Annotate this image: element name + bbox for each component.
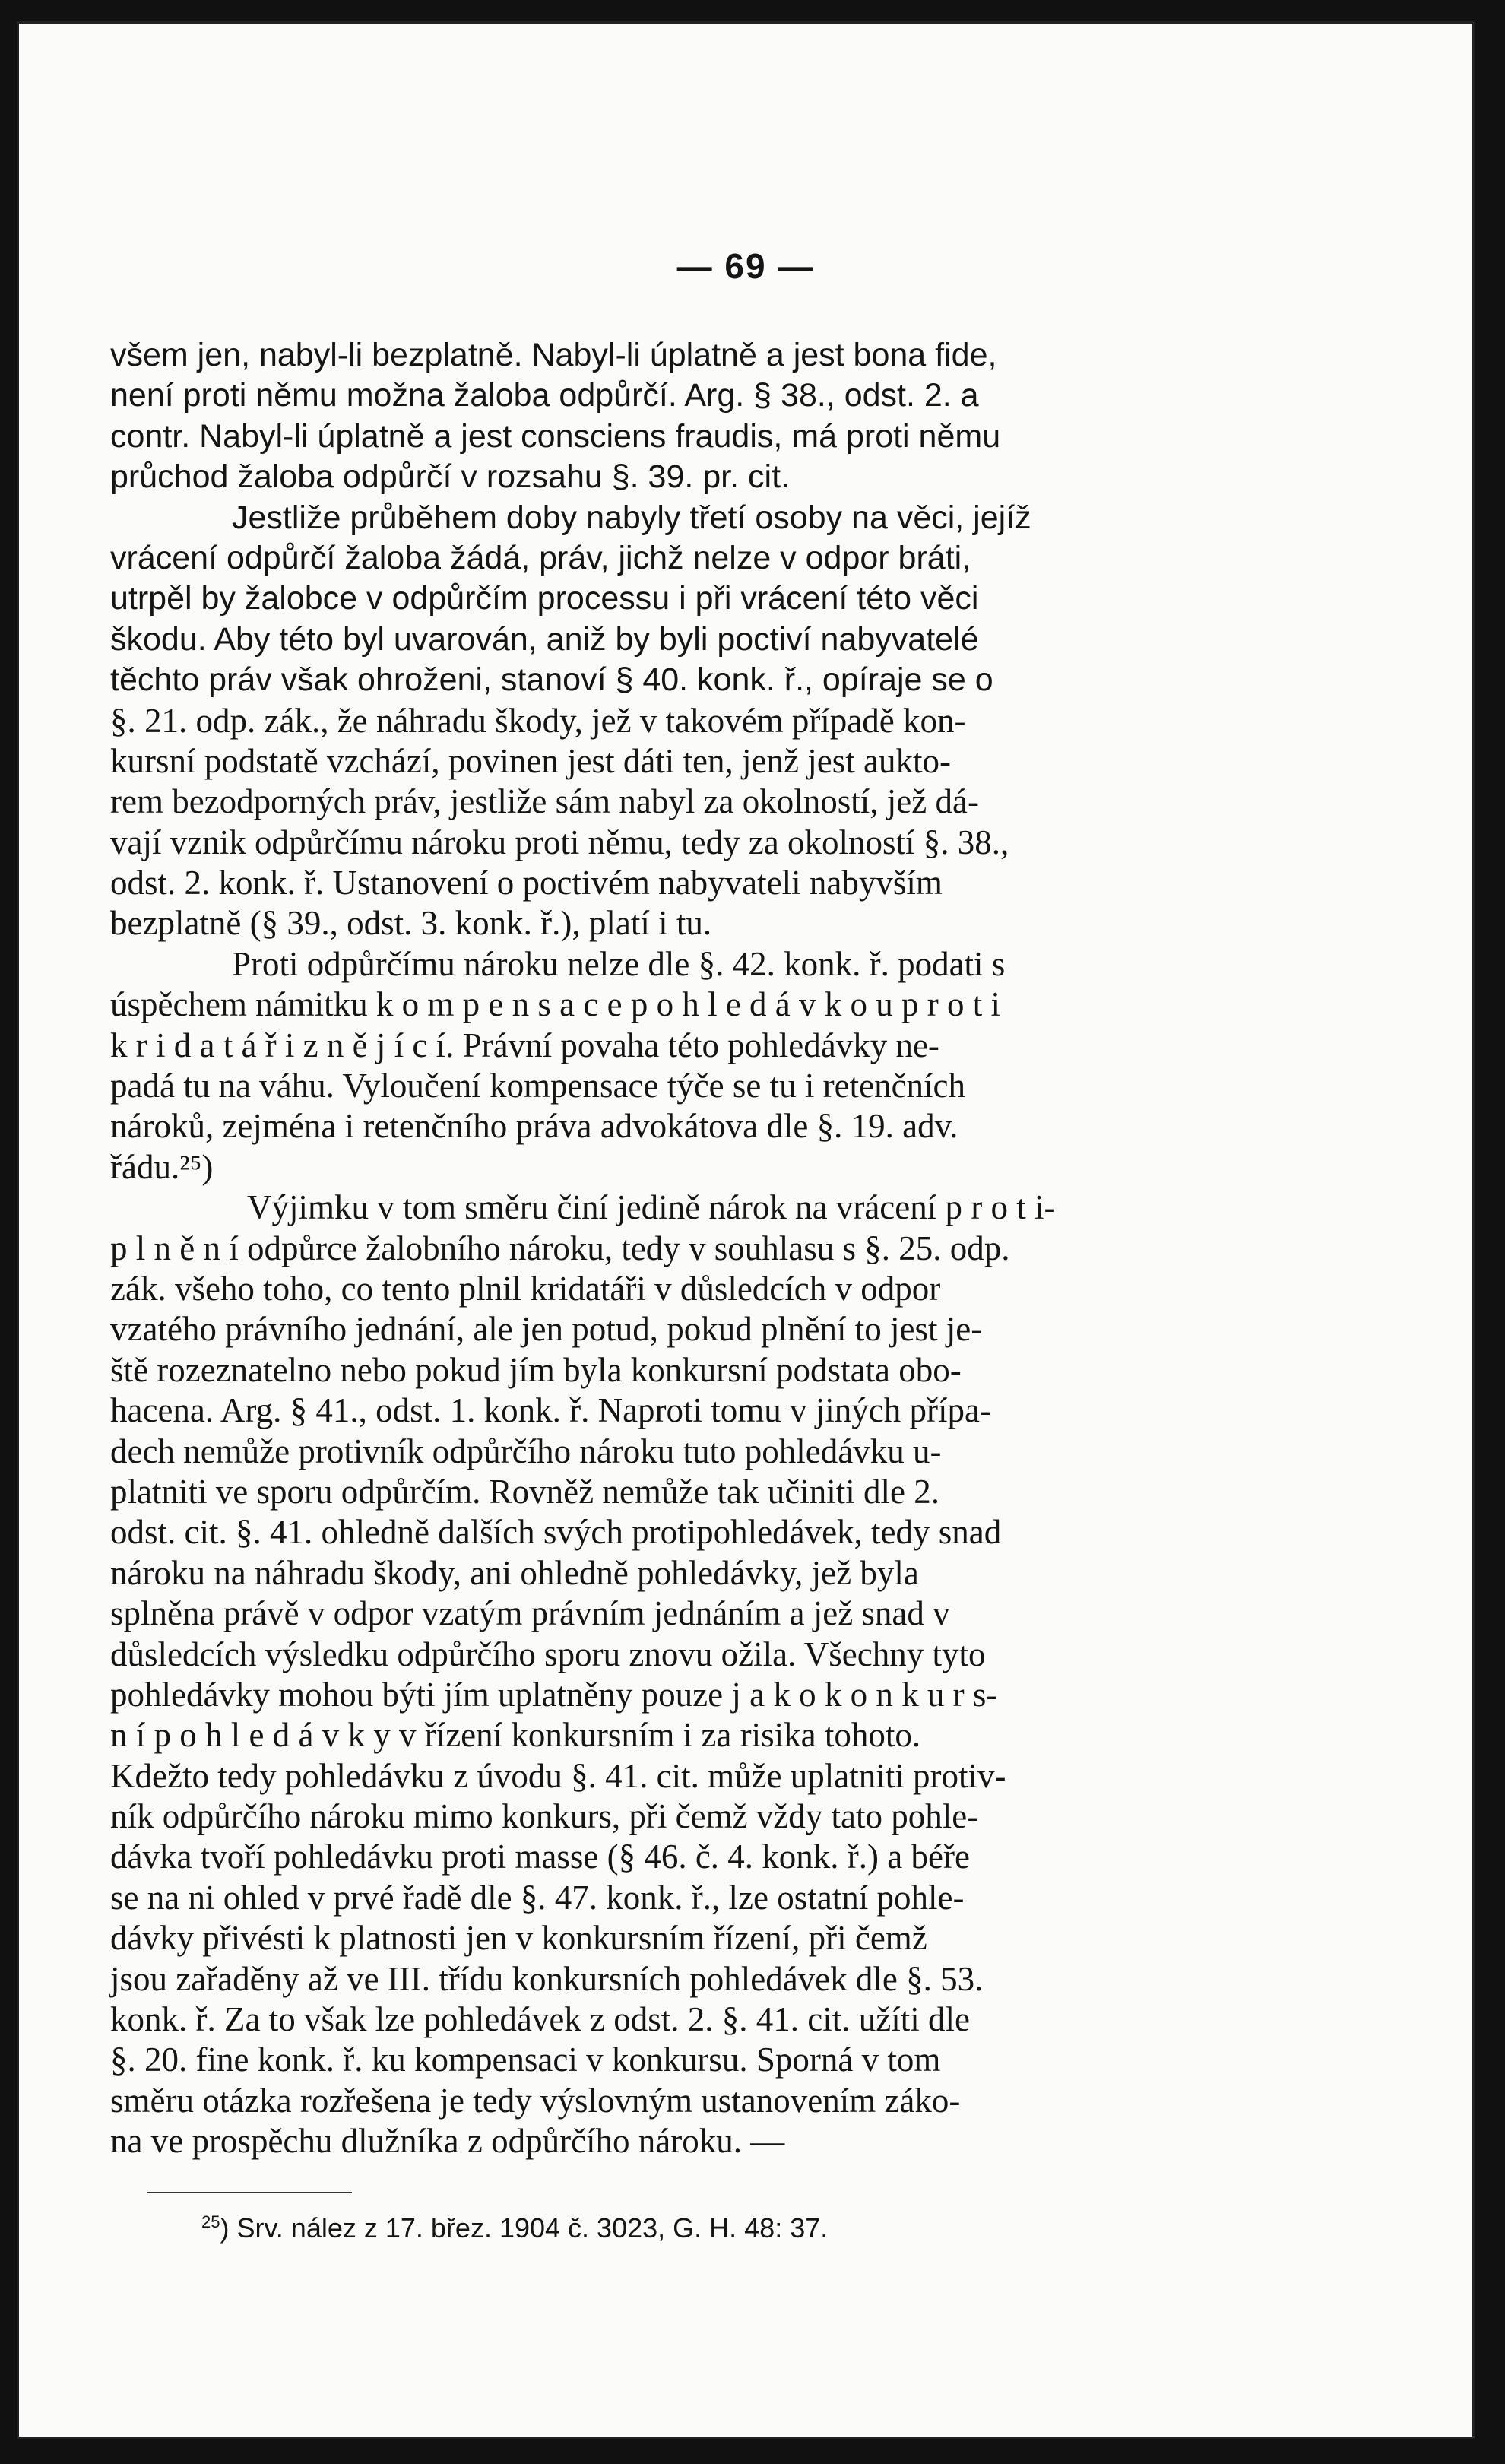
- text-line: jsou zařaděny až ve III. třídu konkursních pohledávek dle §. 53.: [110, 1959, 984, 1998]
- text-line: průchod žaloba odpůrčí v rozsahu §. 39. pr. cit.: [110, 458, 790, 496]
- text-line: všem jen, nabyl-li bezplatně. Nabyl-li úplatně a jest bona fide,: [110, 337, 997, 373]
- text-line: Jestliže průběhem doby nabyly třetí osoby na věci, jejíž: [232, 499, 1031, 536]
- text-line: odst. 2. konk. ř. Ustanovení o poctivém nabyvateli nabyvším: [110, 864, 943, 902]
- text-line: hacena. Arg. § 41., odst. 1. konk. ř. Naproti tomu v jiných přípa-: [110, 1391, 991, 1430]
- text-line: splněna právě v odpor vzatým právním jednáním a jež snad v: [110, 1594, 950, 1633]
- text-line: kursní podstatě vzchází, povinen jest dáti ten, jenž jest aukto-: [110, 741, 951, 780]
- text-line: odst. cit. §. 41. ohledně dalších svých protipohledávek, tedy snad: [110, 1513, 1002, 1552]
- text-line: §. 20. fine konk. ř. ku kompensaci v konkursu. Sporná v tom: [110, 2041, 941, 2079]
- footnote-divider: [147, 2192, 352, 2193]
- text-line: n í p o h l e d á v k y v řízení konkursním i za risika tohoto.: [110, 1716, 921, 1755]
- page-number: — 69 —: [676, 246, 815, 286]
- text-line: směru otázka rozřešena je tedy výslovným ustanovením záko-: [110, 2081, 961, 2120]
- text-line: nároku na náhradu škody, ani ohledně pohledávky, jež byla: [110, 1553, 919, 1592]
- text-line: důsledcích výsledku odpůrčího sporu znovu ožila. Všechny tyto: [110, 1635, 986, 1673]
- text-line: těchto práv však ohroženi, stanoví § 40. konk. ř., opíraje se o: [110, 661, 993, 699]
- text-line: k r i d a t á ř i z n ě j í c í. Právní povaha této pohledávky ne-: [110, 1026, 939, 1064]
- text-line: vrácení odpůrčí žaloba žádá, práv, jichž nelze v odpor bráti,: [110, 539, 971, 576]
- text-line: zák. všeho toho, co tento plnil kridatáři v důsledcích v odpor: [110, 1269, 941, 1308]
- footnote-marker: 25: [201, 2212, 220, 2231]
- text-line: contr. Nabyl-li úplatně a jest consciens fraudis, má proti němu: [110, 417, 1001, 455]
- text-line: vzatého právního jednání, ale jen potud, pokud plnění to jest je-: [110, 1310, 983, 1349]
- text-line: utrpěl by žalobce v odpůrčím processu i při vrácení této věci: [110, 580, 979, 617]
- text-line: §. 21. odp. zák., že náhradu škody, jež v takovém případě kon-: [110, 701, 966, 740]
- text-line: bezplatně (§ 39., odst. 3. konk. ř.), platí i tu.: [110, 904, 712, 943]
- text-line: úspěchem námitku k o m p e n s a c e p o h l e d á v k o u p r o t i: [110, 985, 1001, 1024]
- footnote: [201, 2206, 1266, 2245]
- text-line: nároků, zejména i retenčního práva advokátova dle §. 19. adv.: [110, 1107, 958, 1146]
- text-line: Výjimku v tom směru činí jedině nárok na vrácení p r o t i-: [247, 1188, 1056, 1227]
- text-line: Kdežto tedy pohledávku z úvodu §. 41. cit. může uplatniti protiv-: [110, 1756, 1006, 1795]
- body-text: [110, 335, 1296, 2162]
- text-line: ník odpůrčího nároku mimo konkurs, při čemž vždy tato pohle-: [110, 1797, 979, 1836]
- book-page: [17, 21, 1475, 2439]
- footnote-text: ) Srv. nález z 17. břez. 1904 č. 3023, G. H. 48: 37.: [220, 2212, 829, 2244]
- text-line: dávka tvoří pohledávku proti masse (§ 46. č. 4. konk. ř.) a béře: [110, 1838, 970, 1876]
- text-line: pohledávky mohou býti jím uplatněny pouze j a k o k o n k u r s-: [110, 1675, 998, 1714]
- text-line: není proti němu možna žaloba odpůrčí. Arg. § 38., odst. 2. a: [110, 377, 979, 414]
- text-line: vají vznik odpůrčímu nároku proti němu, tedy za okolností §. 38.,: [110, 823, 1009, 861]
- text-line: škodu. Aby této byl uvarován, aniž by byli poctiví nabyvatelé: [110, 620, 979, 658]
- text-line: řádu.²⁵): [110, 1147, 214, 1186]
- text-line: p l n ě n í odpůrce žalobního nároku, tedy v souhlasu s §. 25. odp.: [110, 1229, 1010, 1267]
- text-line: ště rozeznatelno nebo pokud jím byla konkursní podstata obo-: [110, 1350, 962, 1389]
- text-line: na ve prospěchu dlužníka z odpůrčího nároku. —: [110, 2122, 785, 2161]
- text-line: platniti ve sporu odpůrčím. Rovněž nemůže tak učiniti dle 2.: [110, 1472, 939, 1511]
- text-line: dávky přivésti k platnosti jen v konkursním řízení, při čemž: [110, 1919, 927, 1958]
- text-line: padá tu na váhu. Vyloučení kompensace týče se tu i retenčních: [110, 1067, 966, 1105]
- text-line: se na ni ohled v prvé řadě dle §. 47. konk. ř., lze ostatní pohle-: [110, 1878, 965, 1917]
- text-line: Proti odpůrčímu nároku nelze dle §. 42. konk. ř. podati s: [232, 944, 1006, 983]
- text-line: konk. ř. Za to však lze pohledávek z odst. 2. §. 41. cit. užíti dle: [110, 2000, 970, 2039]
- text-line: rem bezodporných práv, jestliže sám nabyl za okolností, jež dá-: [110, 782, 979, 821]
- text-line: dech nemůže protivník odpůrčího nároku tuto pohledávku u-: [110, 1432, 942, 1470]
